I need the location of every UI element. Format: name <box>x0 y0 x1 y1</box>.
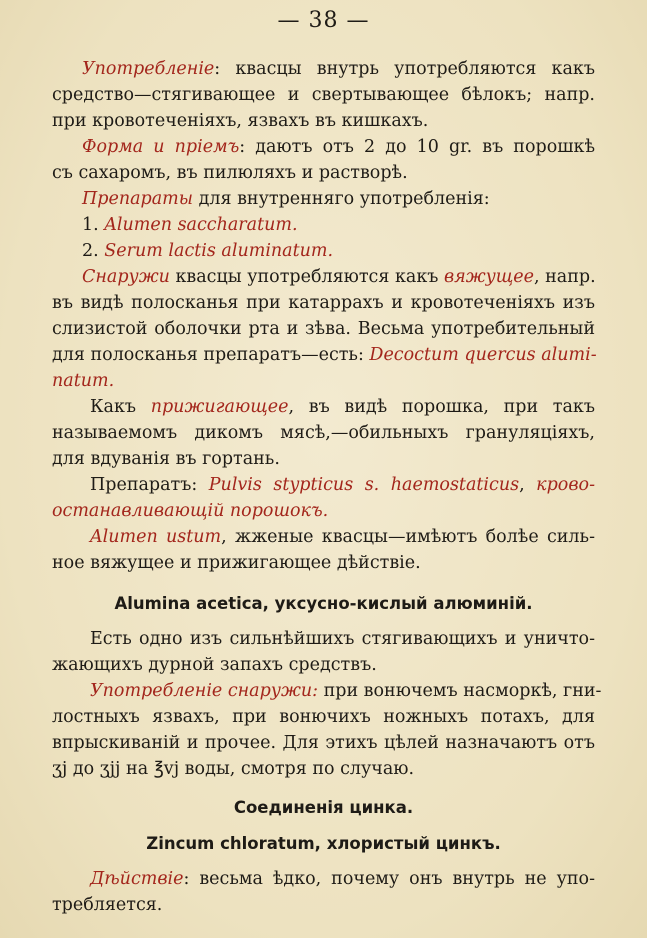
text-span: , въ видѣ порошка, при такъ <box>288 397 595 417</box>
text-line <box>90 472 595 498</box>
rubric: прижигающее <box>150 397 289 417</box>
rubric: Снаружи <box>82 267 170 287</box>
text-span: квасцы употребляются какъ <box>169 267 444 287</box>
text-line: называемомъ дикомъ мясѣ,—обильныхъ грануляціяхъ, <box>52 423 595 443</box>
text-span: , <box>519 475 537 495</box>
rubric: Употребленіе <box>82 59 215 79</box>
page-number: — 38 — <box>277 8 370 33</box>
text-line: съ сахаромъ, въ пилюляхъ и растворѣ. <box>52 163 408 183</box>
rubric: вяжущее <box>443 267 535 287</box>
latin-name: natum. <box>52 371 115 391</box>
text-span: для полосканья препаратъ—есть: <box>52 345 370 365</box>
text-line: требляется. <box>52 895 163 915</box>
text-line: Есть одно изъ сильнѣйшихъ стягивающихъ и уничто- <box>90 629 595 649</box>
text-span: Какъ <box>90 397 151 417</box>
rubric: Форма и пріемъ <box>82 137 240 157</box>
text-line: лостныхъ язвахъ, при вонючихъ ножныхъ потахъ, для <box>52 707 595 727</box>
text-span: : квасцы внутрь употребляются какъ <box>214 59 595 79</box>
section-heading: Zincum chloratum, хлористый цинкъ. <box>146 834 501 853</box>
text-span: при вонючемъ насморкѣ, гни- <box>318 681 602 701</box>
latin-name: Serum lactis aluminatum. <box>104 241 334 261</box>
section-heading: Alumina acetica, уксусно-кислый алюминій. <box>114 594 533 613</box>
text-line <box>82 134 595 160</box>
rubric: останавливающій порошокъ. <box>52 501 329 521</box>
rubric: Препараты <box>82 189 194 209</box>
text-span: , жженые квасцы—имѣютъ болѣе силь- <box>221 527 595 547</box>
text-line <box>82 186 595 212</box>
list-item <box>82 212 595 238</box>
text-span: : весьма ѣдко, почему онъ внутрь не упо- <box>183 869 595 889</box>
text-line: ʒj до ʒjj на ℥vj воды, смотря по случаю. <box>52 759 415 779</box>
rubric: крово- <box>536 475 595 495</box>
text-line <box>82 264 595 290</box>
list-number: 2. <box>82 241 99 261</box>
text-line <box>52 498 595 524</box>
rubric: Употребленіе снаружи: <box>90 681 319 701</box>
text-line: впрыскиваній и прочее. Для этихъ цѣлей назначаютъ отъ <box>52 733 595 753</box>
text-span: : даютъ отъ 2 до 10 gr. въ порошкѣ <box>239 137 596 157</box>
text-line: при кровотеченіяхъ, язвахъ въ кишкахъ. <box>52 111 429 131</box>
text-line <box>90 524 595 550</box>
latin-name: Alumen ustum <box>90 527 222 547</box>
text-line <box>90 394 595 420</box>
section-heading: Соединенія цинка. <box>233 798 414 817</box>
text-line <box>52 342 595 368</box>
list-item <box>82 238 595 264</box>
text-line: ное вяжущее и прижигающее дѣйствіе. <box>52 553 421 573</box>
text-line: для вдуванія въ гортань. <box>52 449 280 469</box>
text-line: въ видѣ полосканья при катаррахъ и кровотеченіяхъ изъ <box>52 293 595 313</box>
latin-name: Decoctum quercus alumi- <box>369 345 597 365</box>
text-line: слизистой оболочки рта и зѣва. Весьма употребительный <box>52 319 595 339</box>
latin-name: Alumen saccharatum. <box>104 215 298 235</box>
rubric: Дѣйствіе <box>90 869 184 889</box>
latin-name: Pulvis stypticus s. haemostaticus <box>208 475 520 495</box>
text-line: жающихъ дурной запахъ средствъ. <box>52 655 377 675</box>
text-span: , напр. <box>534 267 596 287</box>
list-number: 1. <box>82 215 99 235</box>
text-span: Препаратъ: <box>90 475 209 495</box>
text-line <box>90 866 595 892</box>
text-line <box>90 678 602 704</box>
text-line <box>82 56 595 82</box>
text-line <box>52 368 595 394</box>
text-line: средство—стягивающее и свертывающее бѣлокъ; напр. <box>52 85 595 105</box>
text-span: для внутренняго употребленія: <box>193 189 490 209</box>
